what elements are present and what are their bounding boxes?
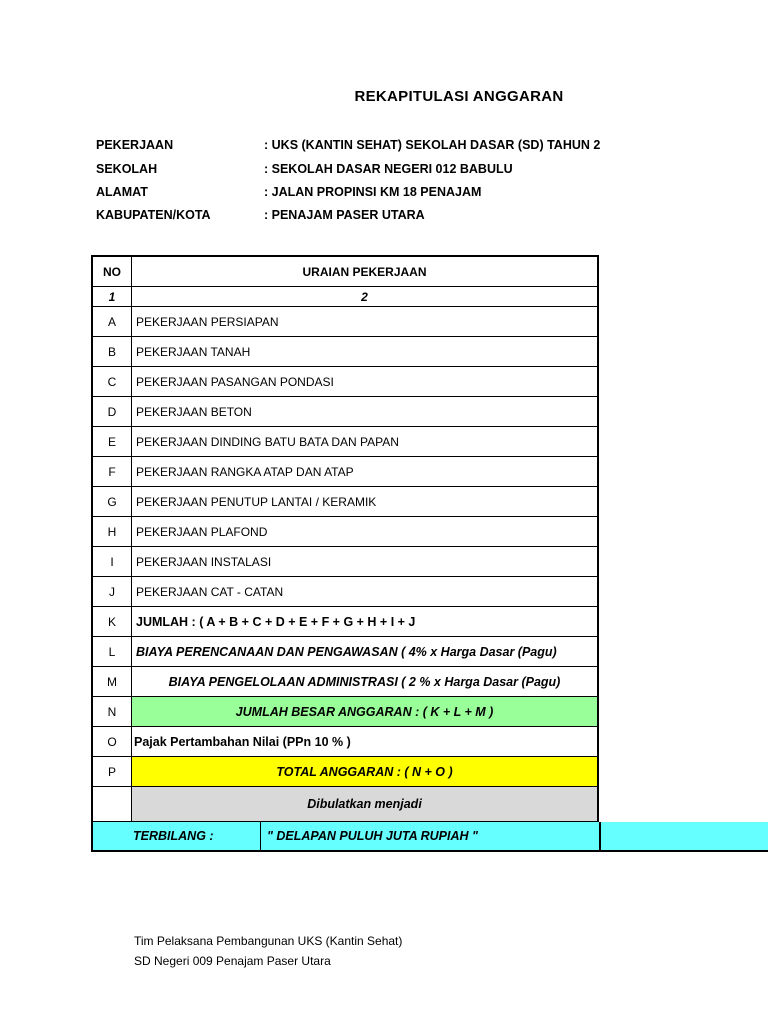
table-row — [91, 397, 599, 427]
page-title: REKAPITULASI ANGGARAN — [354, 88, 564, 105]
row-desc: BIAYA PERENCANAAN DAN PENGAWASAN ( 4% x Harga Dasar (Pagu) — [132, 637, 599, 667]
table-right-edge — [599, 822, 601, 850]
row-desc: TOTAL ANGGARAN : ( N + O ) — [132, 757, 599, 787]
table-row — [91, 427, 599, 457]
row-no: I — [91, 547, 132, 577]
info-value: : JALAN PROPINSI KM 18 PENAJAM — [264, 185, 482, 199]
table-row-dibulatkan — [91, 787, 599, 822]
row-desc: Dibulatkan menjadi — [132, 787, 599, 822]
row-no: F — [91, 457, 132, 487]
info-value: : PENAJAM PASER UTARA — [264, 208, 425, 222]
row-desc: JUMLAH : ( A + B + C + D + E + F + G + H + I + J — [132, 607, 599, 637]
table-row — [91, 307, 599, 337]
terbilang-row — [91, 822, 768, 852]
row-no: J — [91, 577, 132, 607]
subheader-desc: 2 — [132, 287, 599, 307]
table-header-row — [91, 255, 599, 287]
row-desc: JUMLAH BESAR ANGGARAN : ( K + L + M ) — [132, 697, 599, 727]
row-desc: PEKERJAAN BETON — [132, 397, 599, 427]
footer-line-2: SD Negeri 009 Penajam Paser Utara — [134, 954, 331, 968]
row-no: P — [91, 757, 132, 787]
table-row-jumlah-besar — [91, 697, 599, 727]
info-label: SEKOLAH — [96, 162, 158, 176]
row-no: N — [91, 697, 132, 727]
subheader-no: 1 — [91, 287, 132, 307]
terbilang-label: TERBILANG : — [133, 829, 214, 843]
row-no: E — [91, 427, 132, 457]
table-subheader-row — [91, 287, 599, 307]
table-row-perencanaan — [91, 637, 599, 667]
table-row — [91, 577, 599, 607]
row-desc: PEKERJAAN RANGKA ATAP DAN ATAP — [132, 457, 599, 487]
header-uraian: URAIAN PEKERJAAN — [132, 255, 599, 287]
table-row-total — [91, 757, 599, 787]
table-row-ppn — [91, 727, 599, 757]
footer-line-1: Tim Pelaksana Pembangunan UKS (Kantin Sehat) — [134, 934, 403, 948]
info-value: : SEKOLAH DASAR NEGERI 012 BABULU — [264, 162, 513, 176]
table-row-jumlah — [91, 607, 599, 637]
row-desc: PEKERJAAN DINDING BATU BATA DAN PAPAN — [132, 427, 599, 457]
header-no: NO — [91, 255, 132, 287]
row-desc: PEKERJAAN INSTALASI — [132, 547, 599, 577]
row-no: O — [91, 727, 132, 757]
row-no: D — [91, 397, 132, 427]
row-no: K — [91, 607, 132, 637]
row-desc: Pajak Pertambahan Nilai (PPn 10 % ) — [132, 727, 599, 757]
table-row — [91, 337, 599, 367]
row-desc: PEKERJAAN PENUTUP LANTAI / KERAMIK — [132, 487, 599, 517]
row-no: H — [91, 517, 132, 547]
info-label: PEKERJAAN — [96, 138, 174, 152]
row-no: G — [91, 487, 132, 517]
row-desc: PEKERJAAN PLAFOND — [132, 517, 599, 547]
row-desc: PEKERJAAN PERSIAPAN — [132, 307, 599, 337]
row-desc: PEKERJAAN PASANGAN PONDASI — [132, 367, 599, 397]
info-label: ALAMAT — [96, 185, 148, 199]
row-no — [91, 787, 132, 822]
info-label: KABUPATEN/KOTA — [96, 208, 211, 222]
info-value: : UKS (KANTIN SEHAT) SEKOLAH DASAR (SD) TAHUN 2 — [264, 138, 601, 152]
row-no: L — [91, 637, 132, 667]
row-desc: PEKERJAAN CAT - CATAN — [132, 577, 599, 607]
terbilang-value: " DELAPAN PULUH JUTA RUPIAH " — [267, 829, 478, 843]
row-no: M — [91, 667, 132, 697]
table-row — [91, 457, 599, 487]
table-row-administrasi — [91, 667, 599, 697]
table-row — [91, 487, 599, 517]
row-no: B — [91, 337, 132, 367]
terbilang-divider — [260, 822, 261, 850]
row-no: C — [91, 367, 132, 397]
row-desc: BIAYA PENGELOLAAN ADMINISTRASI ( 2 % x Harga Dasar (Pagu) — [132, 667, 599, 697]
table-row — [91, 517, 599, 547]
table-row — [91, 367, 599, 397]
row-no: A — [91, 307, 132, 337]
row-desc: PEKERJAAN TANAH — [132, 337, 599, 367]
table-row — [91, 547, 599, 577]
